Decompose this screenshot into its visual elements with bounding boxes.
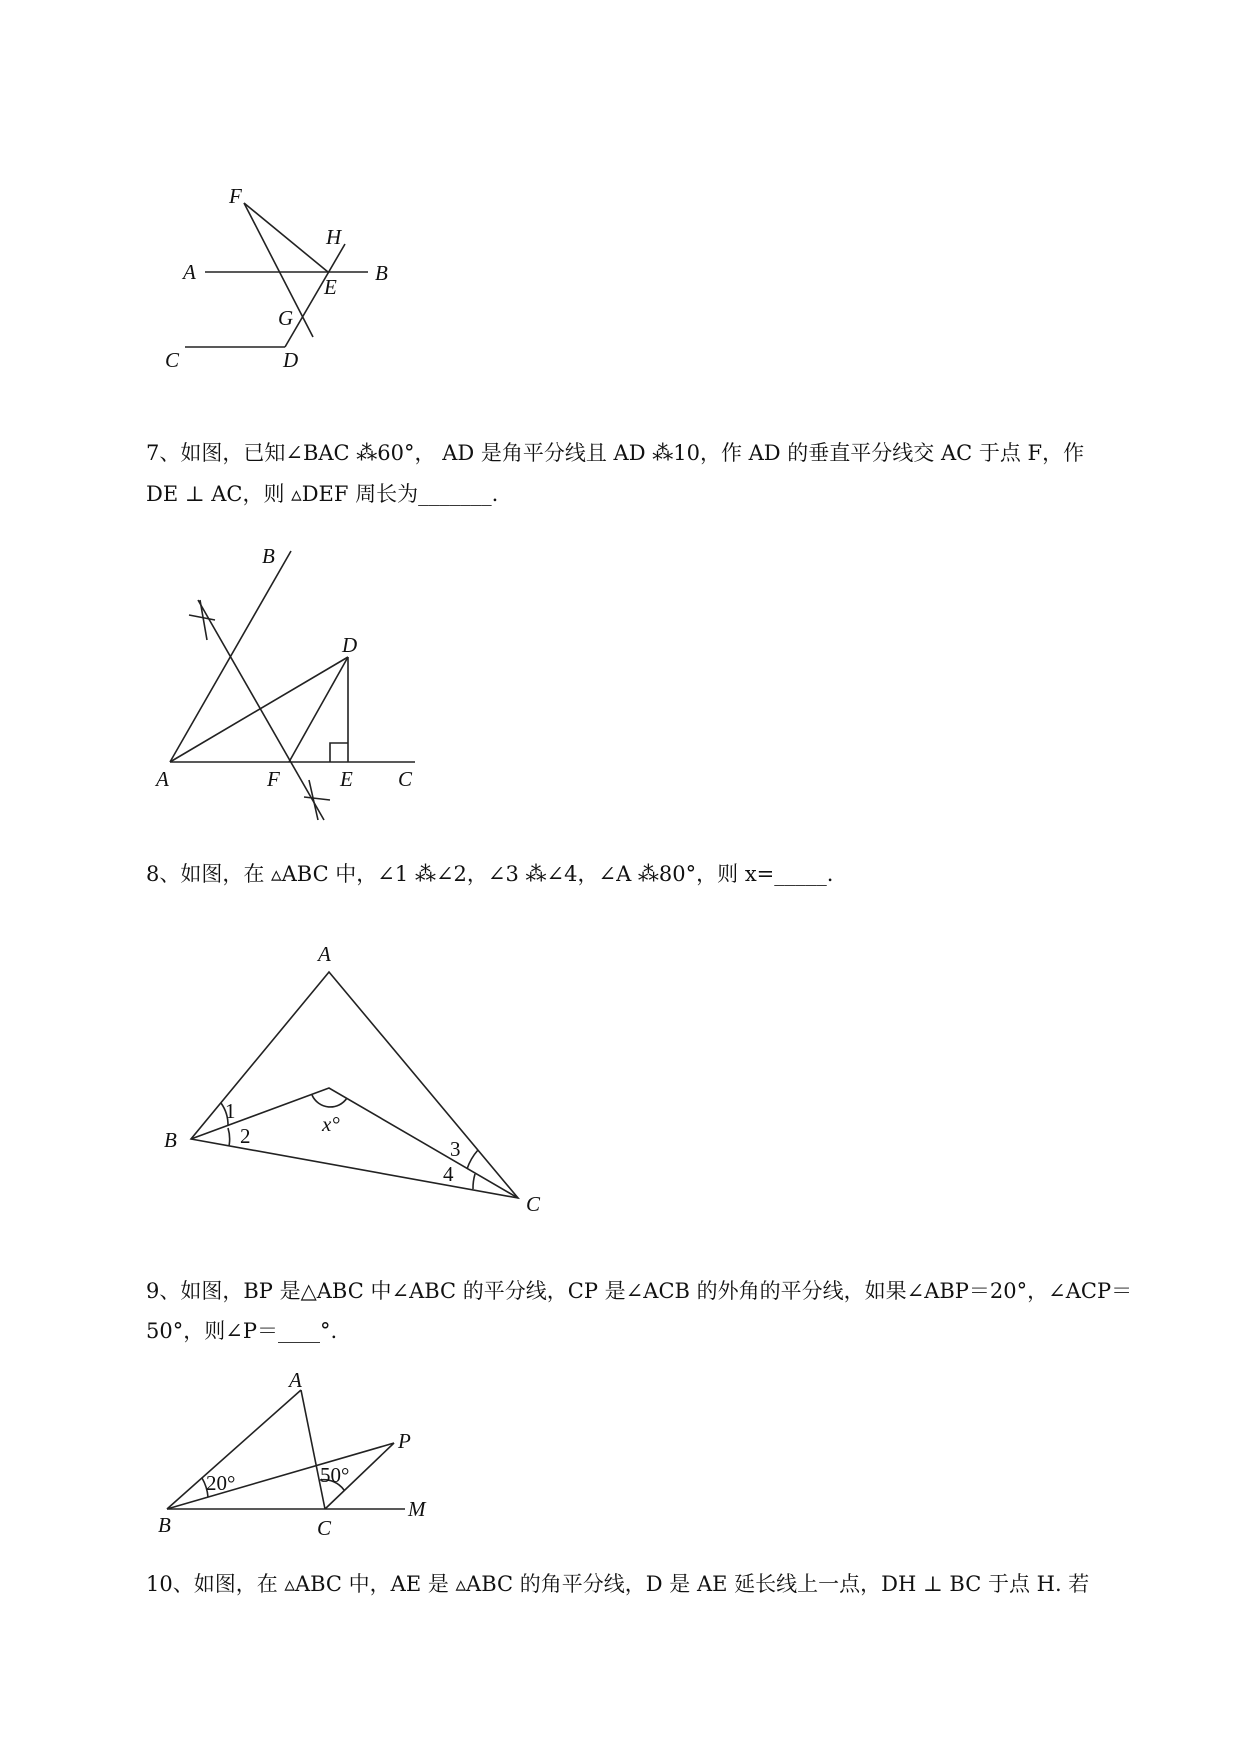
label-g: G [278,306,294,330]
question-8-line-1: 8、如图，在 ▵ABC 中，∠1 ⁂∠2，∠3 ⁂∠4，∠A ⁂80°，则 x=_____. [146,862,834,886]
label-b: B [262,544,275,568]
label-x: x° [322,1112,340,1136]
label-b: B [158,1513,171,1537]
label-p: P [398,1429,411,1453]
label-b: B [375,261,388,285]
label-m: M [408,1497,426,1521]
label-a: A [156,767,169,791]
label-a: A [318,942,331,966]
label-angle-1: 1 [225,1099,236,1123]
label-angle-50: 50° [320,1463,350,1487]
label-b: B [164,1128,177,1152]
label-c: C [398,767,413,791]
question-9-line-1: 9、如图，BP 是△ABC 中∠ABC 的平分线，CP 是∠ACB 的外角的平分线，如果∠ABP＝20°，∠ACP＝ [146,1279,1133,1303]
label-d: D [342,633,358,657]
question-10-line-1: 10、如图，在 ▵ABC 中，AE 是 ▵ABC 的角平分线，D 是 AE 延长线上一点，DH ⊥ BC 于点 H. 若 [146,1572,1090,1596]
label-e: E [324,275,337,299]
label-f: F [267,767,280,791]
label-angle-4: 4 [443,1162,454,1186]
label-e: E [340,767,353,791]
label-angle-20: 20° [206,1471,236,1495]
label-a: A [289,1368,302,1392]
segment-ac [301,1390,325,1509]
label-a: A [183,260,196,284]
label-c: C [526,1192,541,1216]
label-f: F [229,184,242,208]
question-9-line-2: 50°，则∠P＝____°. [146,1319,338,1343]
label-h: H [326,225,342,249]
label-angle-3: 3 [450,1137,461,1161]
label-angle-2: 2 [240,1124,251,1148]
label-c: C [165,348,180,372]
question-7-line-2: DE ⊥ AC，则 ▵DEF 周长为_______. [146,482,499,506]
label-d: D [283,348,299,372]
label-c: C [317,1516,332,1540]
question-7-line-1: 7、如图，已知∠BAC ⁂60°， AD 是角平分线且 AD ⁂10，作 AD 的垂直平分线交 AC 于点 F，作 [146,441,1085,465]
